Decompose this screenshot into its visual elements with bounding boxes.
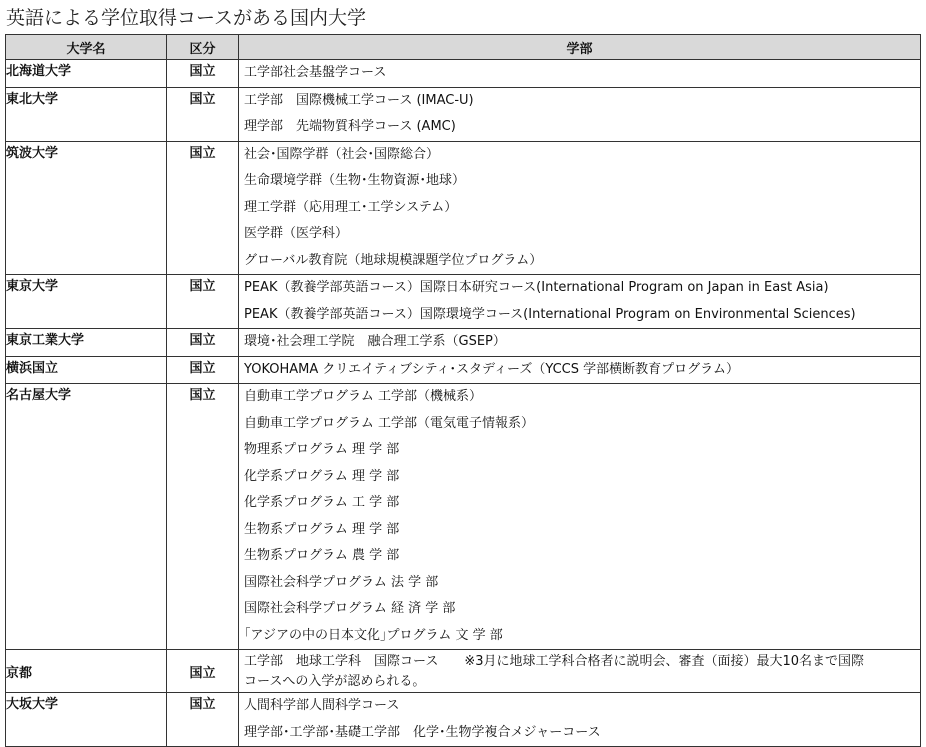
faculty-cell — [239, 650, 921, 693]
header-row — [6, 35, 921, 60]
header-university: 大学名 — [6, 35, 167, 60]
faculty-item: 理学部 先端物質科学コース (AMC) — [244, 119, 456, 134]
university-name: 横浜国立 — [6, 356, 167, 384]
university-category: 国立 — [167, 87, 239, 141]
faculty-item: 工学部 地球工学科 国際コース ※3月に地球工学科合格者に説明会、審査（面接）最大10名まで国際 — [244, 654, 865, 669]
table-row-tokyo — [6, 275, 921, 329]
faculty-item: 自動車工学プログラム 工学部（電気電子情報系） — [244, 415, 535, 431]
faculty-cell — [239, 384, 921, 650]
faculty-cell — [239, 141, 921, 275]
university-category: 国立 — [167, 329, 239, 357]
university-name: 名古屋大学 — [6, 384, 167, 650]
university-name: 東京大学 — [6, 275, 167, 329]
faculty-cell — [239, 275, 921, 329]
faculty-item: 工学部 国際機械工学コース (IMAC-U) — [244, 92, 474, 108]
faculty-item: 国際社会科学プログラム 法 学 部 — [244, 574, 439, 590]
university-category: 国立 — [167, 141, 239, 275]
header-faculty: 学部 — [239, 35, 921, 60]
faculty-item-continued: コースへの入学が認められる。 — [244, 674, 426, 689]
table-row-tsukuba — [6, 141, 921, 275]
faculty-cell — [239, 87, 921, 141]
university-name: 大坂大学 — [6, 693, 167, 747]
faculty-cell — [239, 60, 921, 88]
faculty-cell — [239, 329, 921, 357]
university-name: 東京工業大学 — [6, 329, 167, 357]
university-category: 国立 — [167, 356, 239, 384]
faculty-item: 化学系プログラム 理 学 部 — [244, 468, 400, 484]
university-name: 東北大学 — [6, 87, 167, 141]
faculty-item: グローバル教育院（地球規模課題学位プログラム） — [244, 252, 543, 268]
faculty-item: 物理系プログラム 理 学 部 — [244, 442, 400, 457]
faculty-item: 人間科学部人間科学コース — [244, 698, 400, 713]
university-name: 筑波大学 — [6, 141, 167, 275]
faculty-cell — [239, 356, 921, 384]
university-name: 北海道大学 — [6, 60, 167, 88]
faculty-item: 環境･社会理工学院 融合理工学系（GSEP） — [244, 334, 506, 349]
faculty-item: 理学部･工学部･基礎工学部 化学･生物学複合メジャーコース — [244, 724, 601, 740]
faculty-item: 生命環境学群（生物･生物資源･地球） — [244, 173, 466, 188]
university-name: 京都 — [6, 650, 167, 693]
table-row-osaka — [6, 693, 921, 747]
header-category: 区分 — [167, 35, 239, 60]
university-category: 国立 — [167, 275, 239, 329]
faculty-item: 生物系プログラム 理 学 部 — [244, 521, 400, 537]
university-category: 国立 — [167, 693, 239, 747]
faculty-item: YOKOHAMA クリエイティブシティ･スタディーズ（YCCS 学部横断教育プログラム） — [244, 361, 740, 377]
table-row-kyoto — [6, 650, 921, 693]
table-row-hokkaido — [6, 60, 921, 88]
table-row-tokyo-tech — [6, 329, 921, 357]
table-row-yokohama — [6, 356, 921, 384]
faculty-item: 理工学群（応用理工･工学システム） — [244, 199, 458, 215]
faculty-item: 生物系プログラム 農 学 部 — [244, 548, 400, 563]
faculty-item: 医学群（医学科） — [244, 226, 349, 241]
faculty-item: PEAK（教養学部英語コース）国際環境学コース(International Program on Environmental Sciences) — [244, 306, 856, 322]
page-title: 英語による学位取得コースがある国内大学 — [6, 7, 367, 29]
university-category: 国立 — [167, 650, 239, 693]
faculty-item: 自動車工学プログラム 工学部（機械系） — [244, 389, 483, 404]
university-category: 国立 — [167, 384, 239, 650]
faculty-item: 社会･国際学群（社会･国際総合） — [244, 146, 440, 162]
faculty-item: 国際社会科学プログラム 経 済 学 部 — [244, 601, 456, 616]
table-row-tohoku — [6, 87, 921, 141]
faculty-item: 化学系プログラム 工 学 部 — [244, 495, 400, 510]
faculty-item: 工学部社会基盤学コース — [244, 65, 387, 80]
faculty-item: ｢アジアの中の日本文化｣プログラム 文 学 部 — [244, 627, 503, 643]
faculty-cell — [239, 693, 921, 747]
table-row-nagoya — [6, 384, 921, 650]
university-category: 国立 — [167, 60, 239, 88]
university-table — [5, 34, 921, 747]
faculty-item: PEAK（教養学部英語コース）国際日本研究コース(International Program on Japan in East Asia) — [244, 280, 829, 295]
